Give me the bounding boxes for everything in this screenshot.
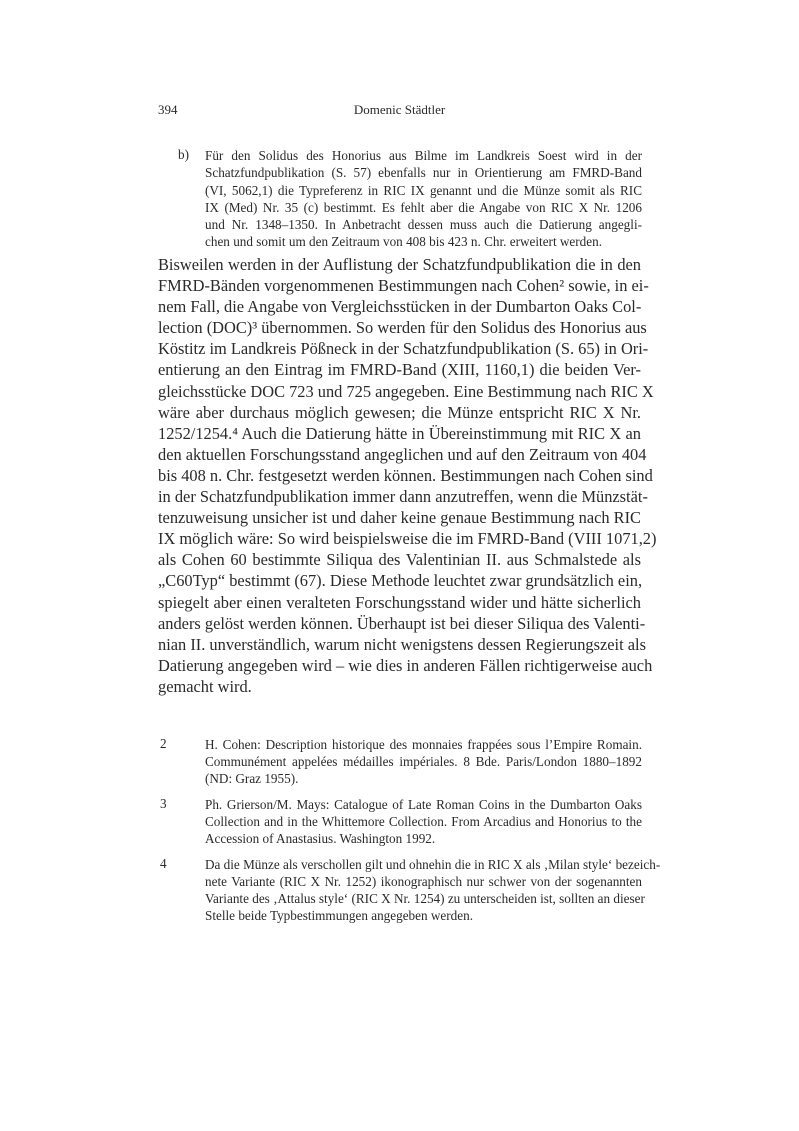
text-line: Communément appelées médailles impériales. 8 Bde. Paris/London 1880–1892 xyxy=(205,754,642,769)
running-header-author: Domenic Städtler xyxy=(353,102,446,117)
text-line: (VI, 5062,1) die Typreferenz in RIC IX genannt und die Münze somit als RIC xyxy=(205,182,642,198)
text-line: spiegelt aber einen veralteten Forschungsstand wider und hätte sicherlich xyxy=(158,592,641,612)
footnote-number: 2 xyxy=(160,736,167,751)
text-line: und Nr. 1348–1350. In Anbetracht dessen muss auch die Datierung angegli- xyxy=(205,217,642,233)
page-number: 394 xyxy=(158,102,178,117)
text-line: entierung an den Eintrag im FMRD-Band (XIII, 1160,1) die beiden Ver- xyxy=(158,360,641,380)
text-line: nem Fall, die Angabe von Vergleichsstücken in der Dumbarton Oaks Col- xyxy=(158,297,642,317)
list-item-text xyxy=(205,147,642,251)
text-line: nian II. unverständlich, warum nicht wenigstens dessen Regierungszeit als xyxy=(158,634,646,654)
text-line: lection (DOC)³ übernommen. So werden für den Solidus des Honorius aus xyxy=(158,318,647,338)
text-line: den aktuellen Forschungsstand angeglichen und auf den Zeitraum von 404 xyxy=(158,444,647,464)
text-line: Köstitz im Landkreis Pößneck in der Schatzfundpublikation (S. 65) in Ori- xyxy=(158,339,649,359)
text-line: IX (Med) Nr. 35 (c) bestimmt. Es fehlt aber die Angabe von RIC X Nr. 1206 xyxy=(205,199,642,215)
text-line: anders gelöst werden können. Überhaupt ist bei dieser Siliqua des Valenti- xyxy=(158,613,646,633)
text-line: 1252/1254.⁴ Auch die Datierung hätte in Übereinstimmung mit RIC X an xyxy=(158,423,641,443)
text-line: chen und somit um den Zeitraum von 408 bis 423 n. Chr. erweitert werden. xyxy=(205,234,603,250)
text-line: als Cohen 60 bestimmte Siliqua des Valentinian II. aus Schmalstede als xyxy=(158,550,641,570)
text-line: Bisweilen werden in der Auflistung der Schatzfundpublikation die in den xyxy=(158,255,641,274)
text-line: H. Cohen: Description historique des monnaies frappées sous l’Empire Romain. xyxy=(205,737,642,752)
text-line: Schatzfundpublikation (S. 57) ebenfalls nur in Orientierung am FMRD-Band xyxy=(205,165,642,181)
text-line: wäre aber durchaus möglich gewesen; die Münze entspricht RIC X Nr. xyxy=(158,402,641,422)
text-line: tenzuweisung unsicher ist und daher keine genaue Bestimmung nach RIC xyxy=(158,508,641,528)
body-paragraph xyxy=(158,254,657,697)
text-line: Variante des ‚Attalus style‘ (RIC X Nr. 1254) zu unterscheiden ist, sollten an dieser xyxy=(205,891,645,906)
footnote-text xyxy=(205,796,642,847)
text-line: Ph. Grierson/M. Mays: Catalogue of Late Roman Coins in the Dumbarton Oaks xyxy=(205,797,642,812)
text-line: IX möglich wäre: So wird beispielsweise die im FMRD-Band (VIII 1071,2) xyxy=(158,529,657,549)
text-line: nete Variante (RIC X Nr. 1252) ikonographisch nur schwer von der sogenannten xyxy=(205,874,642,889)
text-line: Da die Münze als verschollen gilt und ohnehin die in RIC X als ‚Milan style‘ bezeich- xyxy=(205,857,661,872)
text-line: gemacht wird. xyxy=(158,676,252,696)
footnote-number: 4 xyxy=(160,856,167,871)
text-line: gleichsstücke DOC 723 und 725 angegeben. Eine Bestimmung nach RIC X xyxy=(158,381,654,401)
list-item-label: b) xyxy=(178,147,189,162)
footnote-text xyxy=(205,856,661,924)
text-line: in der Schatzfundpublikation immer dann anzutreffen, wenn die Münzstät- xyxy=(158,487,648,507)
footnote-text xyxy=(205,736,642,787)
text-line: Collection and in the Whittemore Collection. From Arcadius and Honorius to the xyxy=(205,814,642,829)
text-line: Für den Solidus des Honorius aus Bilme im Landkreis Soest wird in der xyxy=(205,148,642,163)
text-line: bis 408 n. Chr. festgesetzt werden können. Bestimmungen nach Cohen sind xyxy=(158,465,653,485)
text-line: Accession of Anastasius. Washington 1992. xyxy=(205,831,436,846)
text-line: Datierung angegeben wird – wie dies in anderen Fällen richtigerweise auch xyxy=(158,655,653,675)
text-line: „C60Typ“ bestimmt (67). Diese Methode leuchtet zwar grundsätzlich ein, xyxy=(158,571,643,591)
text-line: FMRD-Bänden vorgenommenen Bestimmungen nach Cohen² sowie, in ei- xyxy=(158,276,649,296)
text-line: (ND: Graz 1955). xyxy=(205,771,299,786)
footnote-number: 3 xyxy=(160,796,167,811)
text-line: Stelle beide Typbestimmungen angegeben werden. xyxy=(205,908,473,923)
